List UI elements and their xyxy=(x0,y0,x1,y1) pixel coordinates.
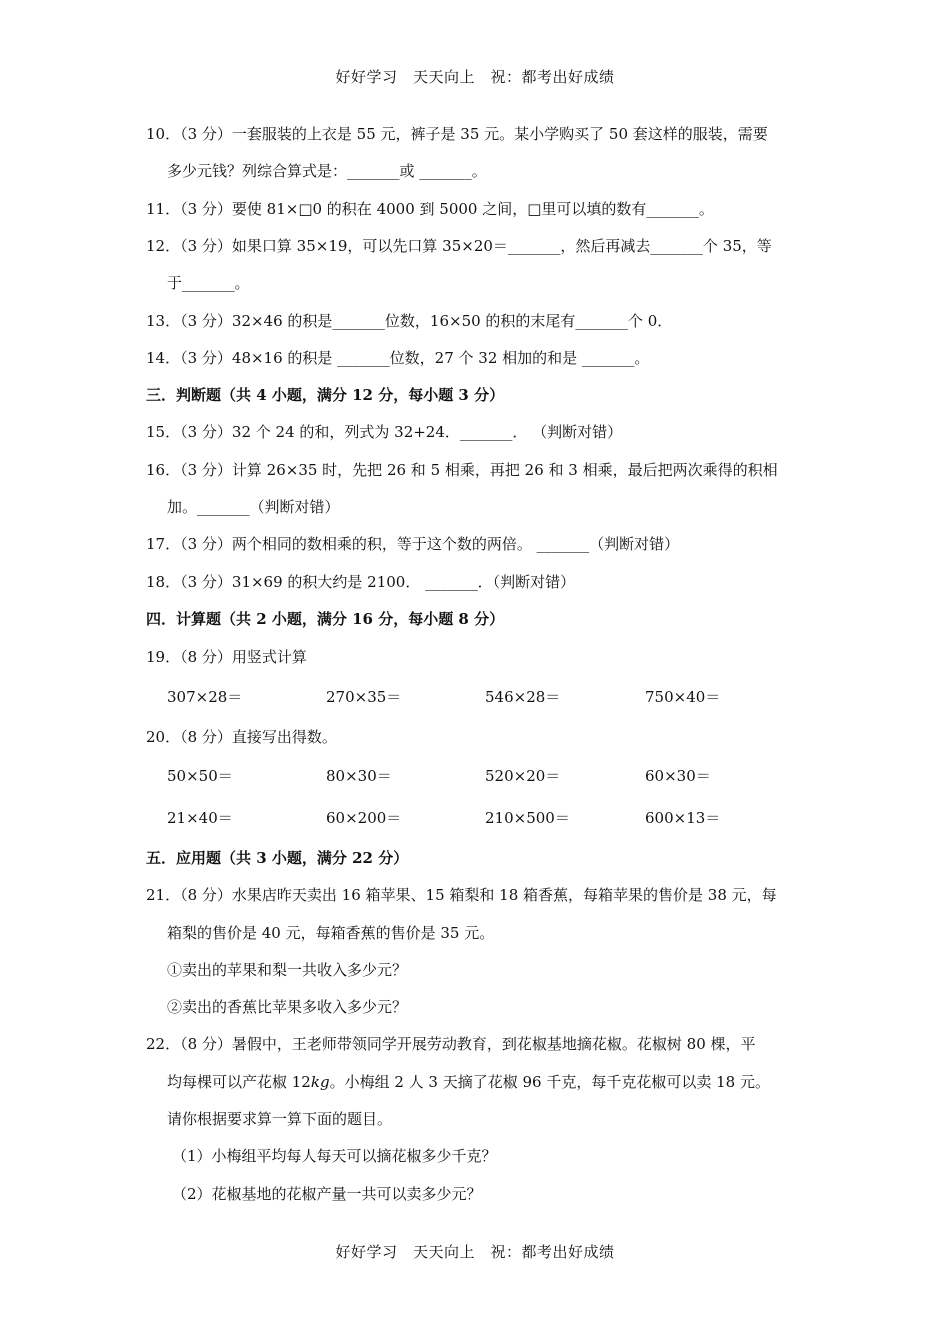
question-11: 11．（3 分）要使 81×□0 的积在 4000 到 5000 之间，□里可以填的数有_______。 xyxy=(146,200,714,218)
q22-text-post: 。小梅组 2 人 3 天摘了花椒 96 千克，每千克花椒可以卖 18 元。 xyxy=(329,1073,770,1091)
calc-item: 307×28＝ xyxy=(167,688,243,706)
calc-item: 600×13＝ xyxy=(645,809,721,827)
page-header: 好好学习 天天向上 祝：都考出好成绩 xyxy=(335,68,615,86)
calc-item: 60×200＝ xyxy=(326,809,402,827)
section-3-heading: 三．判断题（共 4 小题，满分 12 分，每小题 3 分） xyxy=(146,386,505,404)
page-footer: 好好学习 天天向上 祝：都考出好成绩 xyxy=(335,1243,615,1261)
question-21-part-1: ①卖出的苹果和梨一共收入多少元？ xyxy=(167,961,408,979)
question-19: 19．（8 分）用竖式计算 xyxy=(146,648,307,666)
calc-item: 50×50＝ xyxy=(167,767,233,785)
question-12-line-1: 12．（3 分）如果口算 35×19，可以先口算 35×20＝_______，然后再减去_______个 35，等 xyxy=(146,237,772,255)
question-21-line-2: 箱梨的售价是 40 元，每箱香蕉的售价是 35 元。 xyxy=(167,924,495,942)
calc-item: 750×40＝ xyxy=(645,688,721,706)
question-16-line-1: 16．（3 分）计算 26×35 时，先把 26 和 5 相乘，再把 26 和 3 相乘，最后把两次乘得的积相 xyxy=(146,461,778,479)
section-5-heading: 五．应用题（共 3 小题，满分 22 分） xyxy=(146,849,409,867)
question-18: 18．（3 分）31×69 的积大约是 2100． _______．（判断对错） xyxy=(146,573,576,591)
question-22-line-2 xyxy=(167,1072,770,1092)
question-22-part-1: （1）小梅组平均每人每天可以摘花椒多少千克？ xyxy=(172,1147,497,1165)
question-12-line-2: 于_______。 xyxy=(167,274,250,292)
question-15: 15．（3 分）32 个 24 的和，列式为 32+24．_______． （判断对错） xyxy=(146,423,623,441)
question-20: 20．（8 分）直接写出得数。 xyxy=(146,728,337,746)
question-22-part-2: （2）花椒基地的花椒产量一共可以卖多少元？ xyxy=(172,1185,482,1203)
question-14: 14．（3 分）48×16 的积是 _______位数，27 个 32 相加的和是 _______。 xyxy=(146,349,650,367)
question-10-line-1: 10．（3 分）一套服装的上衣是 55 元，裤子是 35 元。某小学购买了 50 套这样的服装，需要 xyxy=(146,125,768,143)
question-21-line-1: 21．（8 分）水果店昨天卖出 16 箱苹果、15 箱梨和 18 箱香蕉，每箱苹果的售价是 38 元，每 xyxy=(146,886,777,904)
calc-item: 60×30＝ xyxy=(645,767,711,785)
calc-item: 210×500＝ xyxy=(485,809,570,827)
question-17: 17．（3 分）两个相同的数相乘的积，等于这个数的两倍。 _______（判断对错） xyxy=(146,535,680,553)
section-4-heading: 四．计算题（共 2 小题，满分 16 分，每小题 8 分） xyxy=(146,610,505,628)
question-22-line-1: 22．（8 分）暑假中，王老师带领同学开展劳动教育，到花椒基地摘花椒。花椒树 80 棵，平 xyxy=(146,1035,756,1053)
calc-item: 80×30＝ xyxy=(326,767,392,785)
calc-item: 520×20＝ xyxy=(485,767,561,785)
calc-item: 21×40＝ xyxy=(167,809,233,827)
calc-item: 546×28＝ xyxy=(485,688,561,706)
calc-item: 270×35＝ xyxy=(326,688,402,706)
question-16-line-2: 加。_______（判断对错） xyxy=(167,498,340,516)
q22-text-pre: 均每棵可以产花椒 12 xyxy=(167,1073,311,1091)
question-22-line-3: 请你根据要求算一算下面的题目。 xyxy=(167,1110,393,1128)
unit-kg: kg xyxy=(310,1073,330,1091)
question-13: 13．（3 分）32×46 的积是_______位数，16×50 的积的末尾有_______个 0． xyxy=(146,312,673,330)
question-10-line-2: 多少元钱？列综合算式是：_______或 _______。 xyxy=(167,162,487,180)
question-21-part-2: ②卖出的香蕉比苹果多收入多少元？ xyxy=(167,998,408,1016)
